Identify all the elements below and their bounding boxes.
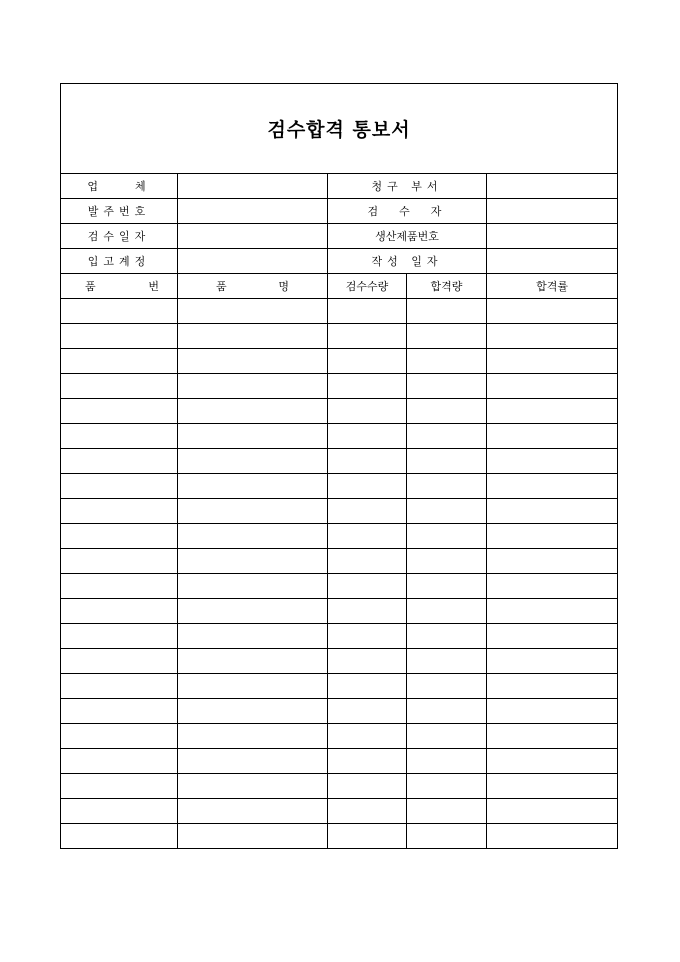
- label-requesting-dept: 청구 부서: [328, 174, 487, 199]
- cell-part-number[interactable]: [61, 324, 178, 349]
- cell-part-number[interactable]: [61, 674, 178, 699]
- table-row: [61, 474, 618, 499]
- header-part-number: [61, 274, 178, 299]
- cell-passed-quantity[interactable]: [407, 499, 487, 524]
- items-header-row: [61, 274, 618, 299]
- cell-inspected-quantity[interactable]: [328, 524, 407, 549]
- cell-inspected-quantity[interactable]: [328, 624, 407, 649]
- table-row: [61, 824, 618, 849]
- table-row: [61, 324, 618, 349]
- header-passed-quantity: 합격량: [407, 274, 487, 299]
- cell-passed-quantity[interactable]: [407, 449, 487, 474]
- cell-part-number[interactable]: [61, 399, 178, 424]
- table-row: [61, 674, 618, 699]
- cell-part-number[interactable]: [61, 349, 178, 374]
- cell-passed-quantity[interactable]: [407, 699, 487, 724]
- label-product-number: 생산제품번호: [328, 224, 487, 249]
- cell-passed-quantity[interactable]: [407, 549, 487, 574]
- table-row: [61, 799, 618, 824]
- cell-part-number[interactable]: [61, 424, 178, 449]
- info-row-vendor: [61, 174, 618, 199]
- cell-pass-rate[interactable]: [487, 824, 618, 849]
- cell-part-number[interactable]: [61, 824, 178, 849]
- header-part-number-char-2: 번: [148, 280, 159, 293]
- info-row-order-no: [61, 199, 618, 224]
- cell-inspected-quantity[interactable]: [328, 724, 407, 749]
- table-row: [61, 724, 618, 749]
- cell-part-name[interactable]: [178, 549, 328, 574]
- table-row: [61, 574, 618, 599]
- cell-pass-rate[interactable]: [487, 749, 618, 774]
- label-vendor: 업 체: [61, 174, 178, 199]
- cell-part-name[interactable]: [178, 699, 328, 724]
- inspection-pass-notice-form: [60, 83, 618, 849]
- cell-part-name[interactable]: [178, 524, 328, 549]
- cell-inspected-quantity[interactable]: [328, 299, 407, 324]
- cell-part-number[interactable]: [61, 624, 178, 649]
- cell-part-name[interactable]: [178, 474, 328, 499]
- cell-pass-rate[interactable]: [487, 799, 618, 824]
- cell-passed-quantity[interactable]: [407, 374, 487, 399]
- cell-pass-rate[interactable]: [487, 774, 618, 799]
- cell-inspected-quantity[interactable]: [328, 749, 407, 774]
- cell-passed-quantity[interactable]: [407, 774, 487, 799]
- field-written-date[interactable]: [487, 249, 618, 274]
- table-row: [61, 499, 618, 524]
- cell-part-name[interactable]: [178, 424, 328, 449]
- cell-passed-quantity[interactable]: [407, 799, 487, 824]
- header-part-name-char-1: 품: [216, 280, 227, 293]
- cell-part-number[interactable]: [61, 799, 178, 824]
- cell-part-name[interactable]: [178, 799, 328, 824]
- table-row: [61, 649, 618, 674]
- cell-inspected-quantity[interactable]: [328, 349, 407, 374]
- table-row: [61, 549, 618, 574]
- table-row: [61, 749, 618, 774]
- header-part-name-char-2: 명: [278, 280, 289, 293]
- cell-pass-rate[interactable]: [487, 524, 618, 549]
- cell-part-name[interactable]: [178, 674, 328, 699]
- cell-passed-quantity[interactable]: [407, 624, 487, 649]
- cell-inspected-quantity[interactable]: [328, 399, 407, 424]
- cell-pass-rate[interactable]: [487, 724, 618, 749]
- cell-part-number[interactable]: [61, 574, 178, 599]
- field-vendor[interactable]: [178, 174, 328, 199]
- table-row: [61, 449, 618, 474]
- cell-part-number[interactable]: [61, 599, 178, 624]
- cell-part-number[interactable]: [61, 724, 178, 749]
- cell-pass-rate[interactable]: [487, 699, 618, 724]
- cell-part-number[interactable]: [61, 524, 178, 549]
- cell-part-number[interactable]: [61, 774, 178, 799]
- label-order-number: 발주번호: [61, 199, 178, 224]
- info-row-inspection-date: [61, 224, 618, 249]
- cell-pass-rate[interactable]: [487, 624, 618, 649]
- cell-part-name[interactable]: [178, 449, 328, 474]
- field-order-number[interactable]: [178, 199, 328, 224]
- cell-pass-rate[interactable]: [487, 349, 618, 374]
- cell-part-name[interactable]: [178, 599, 328, 624]
- cell-pass-rate[interactable]: [487, 424, 618, 449]
- cell-part-number[interactable]: [61, 374, 178, 399]
- cell-passed-quantity[interactable]: [407, 749, 487, 774]
- field-inspection-date[interactable]: [178, 224, 328, 249]
- cell-inspected-quantity[interactable]: [328, 424, 407, 449]
- label-written-date: 작성 일자: [328, 249, 487, 274]
- cell-passed-quantity[interactable]: [407, 324, 487, 349]
- cell-inspected-quantity[interactable]: [328, 549, 407, 574]
- cell-passed-quantity[interactable]: [407, 674, 487, 699]
- cell-inspected-quantity[interactable]: [328, 324, 407, 349]
- cell-part-name[interactable]: [178, 624, 328, 649]
- cell-part-name[interactable]: [178, 724, 328, 749]
- cell-part-number[interactable]: [61, 449, 178, 474]
- cell-part-name[interactable]: [178, 824, 328, 849]
- cell-part-number[interactable]: [61, 699, 178, 724]
- cell-pass-rate[interactable]: [487, 499, 618, 524]
- cell-passed-quantity[interactable]: [407, 524, 487, 549]
- table-row: [61, 774, 618, 799]
- cell-inspected-quantity[interactable]: [328, 574, 407, 599]
- table-row: [61, 524, 618, 549]
- label-inspection-date: 검수일자: [61, 224, 178, 249]
- cell-inspected-quantity[interactable]: [328, 499, 407, 524]
- cell-part-name[interactable]: [178, 374, 328, 399]
- cell-pass-rate[interactable]: [487, 324, 618, 349]
- cell-passed-quantity[interactable]: [407, 349, 487, 374]
- cell-inspected-quantity[interactable]: [328, 649, 407, 674]
- cell-pass-rate[interactable]: [487, 374, 618, 399]
- cell-part-number[interactable]: [61, 299, 178, 324]
- cell-passed-quantity[interactable]: [407, 574, 487, 599]
- cell-part-name[interactable]: [178, 399, 328, 424]
- cell-inspected-quantity[interactable]: [328, 674, 407, 699]
- header-part-name: [178, 274, 328, 299]
- cell-pass-rate[interactable]: [487, 649, 618, 674]
- label-receiving-account: 입고계정: [61, 249, 178, 274]
- cell-part-name[interactable]: [178, 324, 328, 349]
- cell-pass-rate[interactable]: [487, 574, 618, 599]
- cell-part-name[interactable]: [178, 649, 328, 674]
- cell-part-name[interactable]: [178, 574, 328, 599]
- cell-part-number[interactable]: [61, 499, 178, 524]
- cell-passed-quantity[interactable]: [407, 299, 487, 324]
- header-inspected-quantity: 검수수량: [328, 274, 407, 299]
- header-pass-rate: 합격률: [487, 274, 618, 299]
- cell-pass-rate[interactable]: [487, 399, 618, 424]
- cell-part-name[interactable]: [178, 299, 328, 324]
- cell-part-number[interactable]: [61, 649, 178, 674]
- cell-part-name[interactable]: [178, 499, 328, 524]
- cell-part-number[interactable]: [61, 749, 178, 774]
- field-product-number[interactable]: [487, 224, 618, 249]
- cell-part-name[interactable]: [178, 749, 328, 774]
- table-row: [61, 424, 618, 449]
- cell-inspected-quantity[interactable]: [328, 799, 407, 824]
- cell-passed-quantity[interactable]: [407, 824, 487, 849]
- cell-inspected-quantity[interactable]: [328, 699, 407, 724]
- cell-pass-rate[interactable]: [487, 299, 618, 324]
- cell-inspected-quantity[interactable]: [328, 774, 407, 799]
- cell-passed-quantity[interactable]: [407, 599, 487, 624]
- cell-passed-quantity[interactable]: [407, 474, 487, 499]
- cell-passed-quantity[interactable]: [407, 649, 487, 674]
- document-title: 검수합격 통보서: [61, 84, 618, 174]
- cell-passed-quantity[interactable]: [407, 724, 487, 749]
- cell-passed-quantity[interactable]: [407, 399, 487, 424]
- cell-inspected-quantity[interactable]: [328, 824, 407, 849]
- cell-pass-rate[interactable]: [487, 599, 618, 624]
- cell-pass-rate[interactable]: [487, 549, 618, 574]
- info-row-receiving-account: [61, 249, 618, 274]
- cell-pass-rate[interactable]: [487, 449, 618, 474]
- cell-part-number[interactable]: [61, 549, 178, 574]
- field-requesting-dept[interactable]: [487, 174, 618, 199]
- cell-part-name[interactable]: [178, 349, 328, 374]
- label-inspector: 검 수 자: [328, 199, 487, 224]
- table-row: [61, 699, 618, 724]
- table-row: [61, 624, 618, 649]
- cell-inspected-quantity[interactable]: [328, 374, 407, 399]
- table-row: [61, 349, 618, 374]
- cell-pass-rate[interactable]: [487, 474, 618, 499]
- table-row: [61, 299, 618, 324]
- cell-inspected-quantity[interactable]: [328, 474, 407, 499]
- cell-pass-rate[interactable]: [487, 674, 618, 699]
- cell-inspected-quantity[interactable]: [328, 449, 407, 474]
- field-inspector[interactable]: [487, 199, 618, 224]
- cell-part-name[interactable]: [178, 774, 328, 799]
- table-row: [61, 374, 618, 399]
- table-row: [61, 399, 618, 424]
- table-row: [61, 599, 618, 624]
- cell-inspected-quantity[interactable]: [328, 599, 407, 624]
- header-part-number-char-1: 품: [85, 280, 96, 293]
- title-row: [61, 84, 618, 174]
- cell-part-number[interactable]: [61, 474, 178, 499]
- cell-passed-quantity[interactable]: [407, 424, 487, 449]
- field-receiving-account[interactable]: [178, 249, 328, 274]
